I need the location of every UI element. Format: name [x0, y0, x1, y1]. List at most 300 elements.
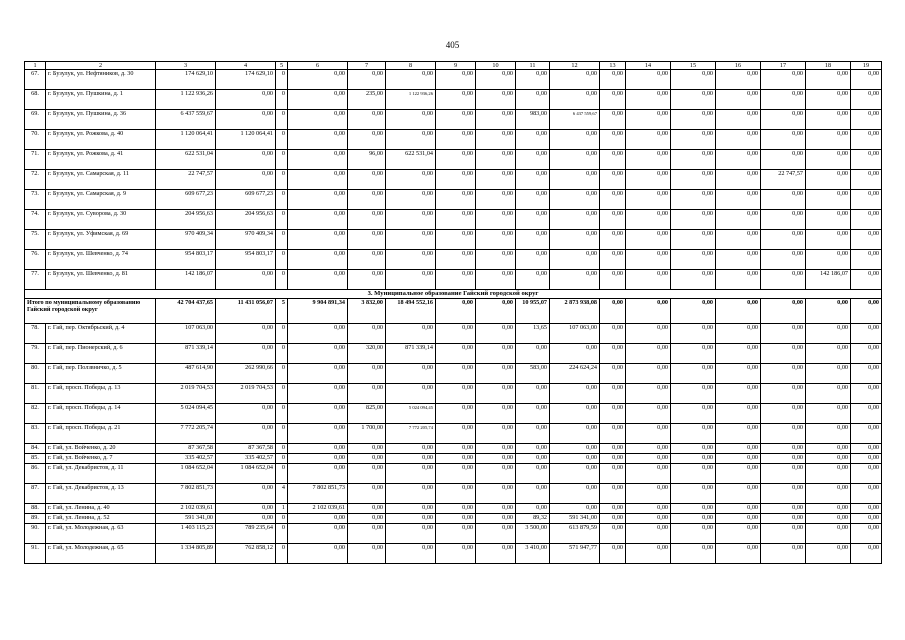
value-cell: 0,00	[550, 230, 600, 250]
value-cell: 142 186,07	[806, 270, 851, 290]
data-table	[24, 61, 882, 564]
value-cell: 0,00	[348, 170, 386, 190]
value-cell: 0,00	[516, 384, 550, 404]
value-cell: 0,00	[436, 424, 476, 444]
value-cell: 0,00	[550, 70, 600, 90]
value-cell: 591 341,00	[550, 514, 600, 524]
address-cell: г. Гай, ул. Декабристов, д. 13	[46, 484, 156, 504]
value-cell: 0,00	[288, 514, 348, 524]
value-cell: 6 437 559,67	[156, 110, 216, 130]
value-cell: 0,00	[626, 70, 671, 90]
value-cell: 0,00	[671, 514, 716, 524]
value-cell: 0,00	[806, 384, 851, 404]
column-header: 8	[386, 62, 436, 70]
value-cell: 0,00	[671, 424, 716, 444]
value-cell: 0,00	[851, 170, 882, 190]
value-cell: 89,32	[516, 514, 550, 524]
value-cell: 0,00	[386, 464, 436, 484]
total-value: 10 955,07	[516, 299, 550, 324]
table-row	[25, 544, 882, 564]
row-number: 83.	[25, 424, 46, 444]
value-cell: 0,00	[671, 364, 716, 384]
value-cell: 0,00	[761, 130, 806, 150]
value-cell: 0,00	[716, 454, 761, 464]
value-cell: 0,00	[806, 130, 851, 150]
value-cell: 0,00	[806, 504, 851, 514]
value-cell: 0,00	[806, 484, 851, 504]
column-header: 7	[348, 62, 386, 70]
value-cell: 0,00	[716, 190, 761, 210]
address-cell: г. Гай, ул. Ленина, д. 52	[46, 514, 156, 524]
value-cell: 204 956,63	[216, 210, 276, 230]
value-cell: 107 063,00	[156, 324, 216, 344]
value-cell: 0,00	[476, 404, 516, 424]
value-cell: 0,00	[600, 484, 626, 504]
value-cell: 0,00	[600, 384, 626, 404]
value-cell: 107 063,00	[550, 324, 600, 344]
value-cell: 871 339,14	[386, 344, 436, 364]
row-number: 87.	[25, 484, 46, 504]
value-cell: 335 402,57	[216, 454, 276, 464]
value-cell: 0,00	[761, 110, 806, 130]
value-cell: 0,00	[716, 514, 761, 524]
row-number: 73.	[25, 190, 46, 210]
value-cell: 2 102 039,61	[288, 504, 348, 514]
value-cell: 0,00	[476, 324, 516, 344]
total-value: 0,00	[851, 299, 882, 324]
value-cell: 0,00	[851, 484, 882, 504]
value-cell: 0,00	[476, 444, 516, 454]
value-cell: 0,00	[476, 364, 516, 384]
value-cell: 0,00	[626, 210, 671, 230]
value-cell: 7 802 851,73	[156, 484, 216, 504]
row-number: 82.	[25, 404, 46, 424]
value-cell: 0,00	[806, 110, 851, 130]
value-cell: 0,00	[436, 150, 476, 170]
column-header: 18	[806, 62, 851, 70]
value-cell: 571 947,77	[550, 544, 600, 564]
value-cell: 0,00	[626, 514, 671, 524]
value-cell: 0,00	[516, 424, 550, 444]
total-value: 0,00	[626, 299, 671, 324]
value-cell: 0,00	[851, 70, 882, 90]
value-cell: 0,00	[288, 90, 348, 110]
address-cell: г. Бузулук, ул. Самарская, д. 9	[46, 190, 156, 210]
value-cell: 0,00	[626, 90, 671, 110]
value-cell: 0,00	[626, 484, 671, 504]
value-cell: 0,00	[216, 270, 276, 290]
value-cell: 0,00	[806, 404, 851, 424]
value-cell: 583,00	[516, 364, 550, 384]
value-cell: 613 879,59	[550, 524, 600, 544]
value-cell: 0,00	[436, 344, 476, 364]
column-header: 15	[671, 62, 716, 70]
value-cell: 0,00	[806, 190, 851, 210]
value-cell: 1 334 805,89	[156, 544, 216, 564]
value-cell: 825,00	[348, 404, 386, 424]
value-cell: 0,00	[851, 230, 882, 250]
value-cell: 0,00	[386, 250, 436, 270]
value-cell: 0,00	[516, 170, 550, 190]
value-cell: 0,00	[516, 230, 550, 250]
value-cell: 0,00	[216, 150, 276, 170]
value-cell: 0,00	[436, 110, 476, 130]
row-number: 77.	[25, 270, 46, 290]
value-cell: 0,00	[348, 384, 386, 404]
value-cell: 609 677,23	[156, 190, 216, 210]
value-cell: 0	[276, 444, 288, 454]
value-cell: 0,00	[671, 250, 716, 270]
value-cell: 0,00	[716, 544, 761, 564]
value-cell: 0	[276, 384, 288, 404]
value-cell: 0,00	[288, 464, 348, 484]
value-cell: 0,00	[761, 150, 806, 170]
row-number: 90.	[25, 524, 46, 544]
address-cell: г. Гай, ул. Войченко, д. 20	[46, 444, 156, 454]
total-value: 42 704 437,65	[156, 299, 216, 324]
row-number: 72.	[25, 170, 46, 190]
value-cell: 0,00	[550, 464, 600, 484]
value-cell: 0,00	[761, 514, 806, 524]
column-header: 17	[761, 62, 806, 70]
section-title: 3. Муниципальное образование Гайский городской округ	[25, 290, 882, 299]
value-cell: 0,00	[476, 544, 516, 564]
address-cell: г. Гай, ул. Молодежная, д. 63	[46, 524, 156, 544]
value-cell: 3 410,00	[516, 544, 550, 564]
value-cell: 1 403 115,23	[156, 524, 216, 544]
value-cell: 983,00	[516, 110, 550, 130]
value-cell: 0,00	[671, 90, 716, 110]
value-cell: 335 402,57	[156, 454, 216, 464]
value-cell: 0,00	[716, 270, 761, 290]
value-cell: 0,00	[288, 404, 348, 424]
column-header: 14	[626, 62, 671, 70]
value-cell: 0,00	[550, 170, 600, 190]
value-cell: 0,00	[600, 130, 626, 150]
total-value: 0,00	[806, 299, 851, 324]
total-value: 18 494 552,16	[386, 299, 436, 324]
value-cell: 5 024 094,45	[156, 404, 216, 424]
value-cell: 0,00	[851, 444, 882, 454]
value-cell: 0,00	[348, 250, 386, 270]
column-header: 1	[25, 62, 46, 70]
value-cell: 0,00	[436, 404, 476, 424]
value-cell: 0,00	[626, 424, 671, 444]
value-cell: 0,00	[436, 250, 476, 270]
value-cell: 0,00	[671, 210, 716, 230]
value-cell: 0,00	[716, 464, 761, 484]
row-number: 78.	[25, 324, 46, 344]
value-cell: 142 186,07	[156, 270, 216, 290]
value-cell: 174 629,10	[216, 70, 276, 90]
address-cell: г. Гай, пер. Октябрьский, д. 4	[46, 324, 156, 344]
value-cell: 0,00	[716, 130, 761, 150]
value-cell: 0,00	[476, 454, 516, 464]
value-cell: 0	[276, 344, 288, 364]
value-cell: 0,00	[476, 514, 516, 524]
value-cell: 1 084 652,04	[156, 464, 216, 484]
value-cell: 0,00	[626, 364, 671, 384]
value-cell: 622 531,04	[386, 150, 436, 170]
value-cell: 0,00	[761, 524, 806, 544]
column-header: 6	[288, 62, 348, 70]
value-cell: 0,00	[626, 544, 671, 564]
page-number: 405	[445, 40, 460, 50]
value-cell: 0,00	[806, 344, 851, 364]
value-cell: 0,00	[550, 344, 600, 364]
value-cell: 0,00	[476, 230, 516, 250]
value-cell: 0,00	[436, 230, 476, 250]
value-cell: 1 700,00	[348, 424, 386, 444]
value-cell: 224 624,24	[550, 364, 600, 384]
value-cell: 0,00	[348, 364, 386, 384]
value-cell: 0	[276, 364, 288, 384]
value-cell: 0,00	[716, 230, 761, 250]
table-row	[25, 514, 882, 524]
value-cell: 0,00	[600, 364, 626, 384]
column-header: 5	[276, 62, 288, 70]
value-cell: 0,00	[716, 404, 761, 424]
value-cell: 0,00	[550, 384, 600, 404]
value-cell: 0,00	[626, 454, 671, 464]
value-cell: 0,00	[550, 484, 600, 504]
value-cell: 0,00	[348, 324, 386, 344]
row-number: 88.	[25, 504, 46, 514]
value-cell: 0,00	[288, 544, 348, 564]
value-cell: 0,00	[516, 454, 550, 464]
table-row	[25, 230, 882, 250]
value-cell: 0,00	[348, 484, 386, 504]
row-number: 69.	[25, 110, 46, 130]
value-cell: 13,65	[516, 324, 550, 344]
value-cell: 0,00	[671, 324, 716, 344]
address-cell: г. Гай, просп. Победы, д. 21	[46, 424, 156, 444]
value-cell: 0,00	[348, 504, 386, 514]
value-cell: 0,00	[476, 504, 516, 514]
value-cell: 0,00	[716, 484, 761, 504]
value-cell: 5 024 094,45	[386, 404, 436, 424]
total-value: 11 431 056,07	[216, 299, 276, 324]
value-cell: 0,00	[761, 404, 806, 424]
value-cell: 0,00	[476, 250, 516, 270]
value-cell: 0,00	[671, 524, 716, 544]
value-cell: 4	[276, 484, 288, 504]
value-cell: 0,00	[626, 504, 671, 514]
total-value: 2 873 938,08	[550, 299, 600, 324]
value-cell: 1 122 936,26	[156, 90, 216, 110]
value-cell: 591 341,00	[156, 514, 216, 524]
row-number: 67.	[25, 70, 46, 90]
value-cell: 0,00	[476, 110, 516, 130]
value-cell: 0,00	[761, 250, 806, 270]
value-cell: 262 990,66	[216, 364, 276, 384]
value-cell: 0,00	[550, 404, 600, 424]
row-number: 70.	[25, 130, 46, 150]
value-cell: 0	[276, 70, 288, 90]
total-value: 0,00	[761, 299, 806, 324]
value-cell: 0,00	[516, 404, 550, 424]
value-cell: 0,00	[436, 210, 476, 230]
value-cell: 0,00	[476, 150, 516, 170]
value-cell: 0,00	[806, 424, 851, 444]
value-cell: 0,00	[806, 444, 851, 454]
value-cell: 0,00	[348, 524, 386, 544]
address-cell: г. Гай, ул. Декабристов, д. 11	[46, 464, 156, 484]
value-cell: 0,00	[851, 404, 882, 424]
value-cell: 1 084 652,04	[216, 464, 276, 484]
value-cell: 0,00	[671, 344, 716, 364]
value-cell: 0,00	[386, 210, 436, 230]
value-cell: 0,00	[600, 344, 626, 364]
value-cell: 0,00	[851, 150, 882, 170]
value-cell: 0	[276, 190, 288, 210]
value-cell: 0,00	[436, 70, 476, 90]
value-cell: 0,00	[600, 424, 626, 444]
row-number: 76.	[25, 250, 46, 270]
value-cell: 0,00	[288, 324, 348, 344]
total-value: 0,00	[600, 299, 626, 324]
value-cell: 0,00	[216, 504, 276, 514]
value-cell: 0,00	[386, 514, 436, 524]
value-cell: 0,00	[600, 504, 626, 514]
table-row	[25, 190, 882, 210]
column-header: 16	[716, 62, 761, 70]
value-cell: 0,00	[806, 150, 851, 170]
address-cell: г. Гай, ул. Молодежная, д. 65	[46, 544, 156, 564]
value-cell: 0,00	[716, 364, 761, 384]
row-number: 75.	[25, 230, 46, 250]
value-cell: 0,00	[806, 70, 851, 90]
value-cell: 1 120 064,41	[156, 130, 216, 150]
value-cell: 0,00	[806, 454, 851, 464]
value-cell: 0,00	[516, 190, 550, 210]
value-cell: 0,00	[348, 70, 386, 90]
value-cell: 0,00	[671, 384, 716, 404]
value-cell: 0	[276, 170, 288, 190]
value-cell: 0,00	[476, 190, 516, 210]
value-cell: 789 235,64	[216, 524, 276, 544]
value-cell: 0,00	[716, 444, 761, 454]
value-cell: 0,00	[671, 464, 716, 484]
value-cell: 0,00	[348, 464, 386, 484]
value-cell: 0,00	[600, 270, 626, 290]
value-cell: 0,00	[761, 454, 806, 464]
value-cell: 3 500,00	[516, 524, 550, 544]
table-row	[25, 344, 882, 364]
row-number: 91.	[25, 544, 46, 564]
value-cell: 0,00	[386, 324, 436, 344]
value-cell: 0,00	[288, 230, 348, 250]
value-cell: 0,00	[761, 424, 806, 444]
value-cell: 0	[276, 464, 288, 484]
value-cell: 0,00	[716, 504, 761, 514]
value-cell: 0	[276, 270, 288, 290]
value-cell: 0,00	[851, 424, 882, 444]
value-cell: 0,00	[288, 524, 348, 544]
value-cell: 0,00	[436, 444, 476, 454]
row-number: 71.	[25, 150, 46, 170]
value-cell: 0,00	[600, 324, 626, 344]
value-cell: 0,00	[806, 544, 851, 564]
column-header: 10	[476, 62, 516, 70]
value-cell: 22 747,57	[156, 170, 216, 190]
value-cell: 0,00	[716, 70, 761, 90]
value-cell: 1 122 936,26	[386, 90, 436, 110]
value-cell: 0,00	[716, 384, 761, 404]
value-cell: 0,00	[671, 110, 716, 130]
table-row	[25, 504, 882, 514]
value-cell: 0,00	[436, 90, 476, 110]
value-cell: 0,00	[516, 210, 550, 230]
value-cell: 0,00	[516, 270, 550, 290]
value-cell: 0,00	[550, 250, 600, 270]
value-cell: 0,00	[550, 190, 600, 210]
address-cell: г. Бузулук, ул. Уфимская, д. 69	[46, 230, 156, 250]
address-cell: г. Гай, пер. Пионерский, д. 6	[46, 344, 156, 364]
value-cell: 0,00	[516, 464, 550, 484]
column-header: 3	[156, 62, 216, 70]
table-row	[25, 90, 882, 110]
value-cell: 0,00	[436, 454, 476, 464]
value-cell: 0,00	[436, 464, 476, 484]
value-cell: 0,00	[716, 424, 761, 444]
value-cell: 0,00	[626, 524, 671, 544]
value-cell: 0,00	[436, 524, 476, 544]
value-cell: 0,00	[216, 404, 276, 424]
value-cell: 0,00	[550, 210, 600, 230]
value-cell: 0,00	[851, 454, 882, 464]
value-cell: 0,00	[288, 444, 348, 454]
address-cell: г. Бузулук, ул. Самарская, д. 11	[46, 170, 156, 190]
value-cell: 1 120 064,41	[216, 130, 276, 150]
row-number: 84.	[25, 444, 46, 454]
value-cell: 0,00	[600, 210, 626, 230]
value-cell: 0,00	[626, 150, 671, 170]
value-cell: 0,00	[851, 544, 882, 564]
value-cell: 0,00	[348, 230, 386, 250]
total-value: 3 832,00	[348, 299, 386, 324]
value-cell: 0,00	[600, 150, 626, 170]
value-cell: 0	[276, 424, 288, 444]
value-cell: 0,00	[600, 454, 626, 464]
value-cell: 0,00	[806, 90, 851, 110]
value-cell: 0,00	[550, 130, 600, 150]
value-cell: 0,00	[476, 424, 516, 444]
value-cell: 2 102 039,61	[156, 504, 216, 514]
value-cell: 0,00	[288, 170, 348, 190]
value-cell: 0,00	[476, 130, 516, 150]
value-cell: 0,00	[671, 504, 716, 514]
value-cell: 0,00	[348, 190, 386, 210]
total-label: Итого по муниципальному образованию Гайский городской округ	[25, 299, 156, 324]
value-cell: 0,00	[516, 90, 550, 110]
value-cell: 0,00	[550, 424, 600, 444]
value-cell: 0,00	[436, 170, 476, 190]
value-cell: 0,00	[806, 324, 851, 344]
value-cell: 0,00	[386, 544, 436, 564]
value-cell: 0,00	[626, 464, 671, 484]
value-cell: 0,00	[761, 444, 806, 454]
value-cell: 0,00	[436, 384, 476, 404]
value-cell: 0	[276, 130, 288, 150]
value-cell: 0,00	[348, 130, 386, 150]
value-cell: 0,00	[851, 110, 882, 130]
value-cell: 0,00	[386, 270, 436, 290]
value-cell: 0,00	[761, 270, 806, 290]
value-cell: 0,00	[626, 230, 671, 250]
value-cell: 954 803,17	[156, 250, 216, 270]
column-header: 9	[436, 62, 476, 70]
